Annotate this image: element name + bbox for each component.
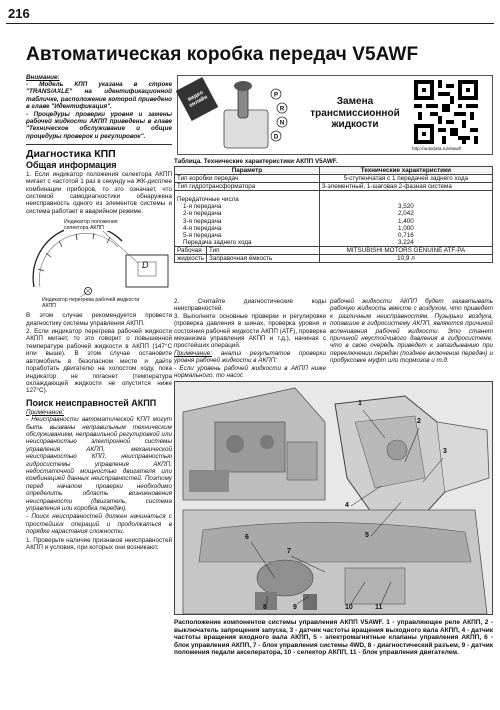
fluid-capacity-value: 10,9 л bbox=[319, 255, 492, 263]
vehicle-components-illustration bbox=[175, 382, 493, 615]
troubleshoot-note-label: Примечание: bbox=[26, 408, 65, 416]
callout-8: 8 bbox=[263, 604, 267, 611]
callout-2: 2 bbox=[417, 418, 421, 425]
specifications-table bbox=[174, 166, 493, 263]
diagnostics-paragraph-3: 2. Если индикатор перегрева рабочей жидкости АКПП мигает, то это говорит о повышенной температуре рабочей жидкости в АКПП (147°С или выше). В этом случае остановите автомобиль в безопасном месте и дайте поработать двигателю на холостом ходу, пока индикатор не погаснет (температура охлаждающей жидкости не опустится ниже 127°С). bbox=[26, 328, 172, 395]
table-row bbox=[175, 191, 493, 247]
left-column bbox=[26, 74, 172, 552]
table-row bbox=[175, 246, 493, 254]
component-location-photo bbox=[174, 381, 493, 615]
promo-label: Замена трансмиссионной жидкости bbox=[310, 96, 400, 130]
ratio-label: Передача заднего хода bbox=[183, 238, 252, 246]
notice-label: Внимание: bbox=[26, 74, 60, 81]
right-paragraph: рабочей жидкости АКПП будет захватывать рабочую жидкость вместе с воздухом, что приведет к различным неисправностям. Пузырьки воздуха, попавшие в гидросистему АКПП, являются причиной вспенивания рабочей жидкости. Это станет причиной неустойчивого давления в гидросистеме, что в свою очередь приведет к запаздыванию при переключении передач (позднее включение передач) и пробуксовке муфт или тормозов и т.д. bbox=[330, 298, 493, 365]
ratio-value: 0,716 bbox=[398, 231, 414, 239]
troubleshoot-heading: Поиск неисправностей АКПП bbox=[26, 397, 157, 408]
ratio-label: 3-я передача bbox=[183, 217, 222, 225]
mid-paragraph-2: 2. Считайте диагностические коды неисправностей. bbox=[174, 298, 326, 313]
ratios-block-values bbox=[319, 191, 492, 247]
ratio-label: 1-я передача bbox=[183, 203, 222, 211]
instrument-cluster-figure bbox=[26, 217, 172, 309]
fluid-type-value: MITSUBISHI MOTORS GENUINE ATF-PA bbox=[319, 246, 492, 254]
table-row bbox=[175, 255, 493, 263]
ratio-label: 2-я передача bbox=[183, 210, 222, 218]
table-caption: Таблица. Технические характеристики АКПП V5AWF. bbox=[174, 158, 338, 165]
ratio-value: 3,520 bbox=[398, 203, 414, 211]
table-header-row bbox=[175, 167, 493, 175]
fluid-capacity-label: Заправочная ёмкость bbox=[207, 255, 320, 263]
promo-url[interactable]: http://autodata.ru/v5awf/ bbox=[412, 146, 462, 151]
right-text-column bbox=[330, 298, 493, 365]
header-value: Технические характеристики bbox=[319, 167, 492, 175]
header-rule bbox=[6, 23, 494, 24]
mid-note-text: анализ результатов проверки уровня рабочей жидкости в АКПП: bbox=[174, 349, 326, 365]
table-row bbox=[175, 175, 493, 183]
callout-1: 1 bbox=[358, 400, 362, 407]
gear-n-label: N bbox=[279, 120, 285, 127]
callout-10: 10 bbox=[345, 604, 353, 611]
notice-item-2: - Процедуры проверки уровня и замены рабочей жидкости АКПП приведены в главе "Техническое обслуживание и общие процедуры проверок и регулировок". bbox=[26, 111, 172, 140]
ratios-title: Передаточные числа bbox=[177, 196, 239, 204]
fluid-label-2: жидкость bbox=[175, 255, 207, 263]
notice-box bbox=[26, 74, 172, 145]
row-value: 5-ступенчатая с 1 передачей заднего хода bbox=[319, 175, 492, 183]
callout-3: 3 bbox=[443, 448, 447, 455]
callout-6: 6 bbox=[245, 534, 249, 541]
fluid-label-1: Рабочая bbox=[175, 246, 207, 254]
selector-indicator-label: Индикатор положения селектора АКПП bbox=[64, 219, 132, 231]
ratio-value: 1,400 bbox=[398, 217, 414, 225]
troubleshoot-note-1: - Неисправности автоматической КПП могут быть вызваны неправильным техническим обслуживанием, неправильной регулировкой или неисправностью электронной системы управления АКПП, механической неисправностью КПП, неисправностью гидросистемы управления АКПП, недостаточной мощностью двигателя или комбинацией данных неисправностей. Поэтому перед началом проверки необходимо определить область возникновения неисправности (двигатель, система управления или коробка передач). bbox=[26, 416, 172, 513]
troubleshoot-paragraph-1: 1. Проверьте наличие признаков неисправностей АКПП и условия, при которых они возникают. bbox=[26, 536, 172, 552]
row-value: 3-элементный, 1-шаговая 2-фазная система bbox=[319, 183, 492, 191]
mid-paragraph-3: 3. Выполните основные проверки и регулировки (проверка давления в шинах, проверка уровня и состояния рабочей жидкости АКПП (ATF), проверка механизма управления АКПП и т.д.), начиная с простейших операций. bbox=[174, 312, 326, 350]
ratios-block-label bbox=[175, 191, 320, 247]
photo-caption: Расположение компонентов системы управления АКПП V5AWF. 1 - управляющее реле АКПП, 2 - выключатель запрещения запуска, 3 - датчик частоты вращения выходного вала АКПП, 4 - датчик частоты вращения входного вала АКПП, 5 - электромагнитные клапаны управления АКПП, 6 - блок управления АКПП, 7 - блок управления системы 4WD, 8 - диагностический разъем, 9 - датчик положения педали акселератора, 10 - селектор АКПП, 11 - блок управления двигателем. bbox=[174, 619, 493, 657]
row-label: Тип коробки передач bbox=[175, 175, 320, 183]
video-online-badge: видео онлайн bbox=[176, 77, 218, 121]
callout-5: 5 bbox=[365, 532, 369, 539]
diagnostics-heading: Диагностика КПП bbox=[26, 147, 116, 160]
callout-9: 9 bbox=[293, 604, 297, 611]
mid-note bbox=[174, 350, 326, 365]
video-promo-box[interactable] bbox=[177, 75, 493, 155]
diagnostics-paragraph-2: В этом случае рекомендуется провести диагностику системы управления АКПП. bbox=[26, 312, 172, 327]
selector-position-letter: D bbox=[142, 260, 149, 271]
ratio-label: 5-я передача bbox=[183, 231, 222, 239]
ratio-value: 3,224 bbox=[398, 238, 414, 246]
notice-item-1: - Модель КПП указана в строке "TRANS/AXLE" на идентификационной табличке, расположение которой приведено в главе "Идентификация". bbox=[26, 81, 172, 110]
ratio-value: 1,000 bbox=[398, 224, 414, 232]
callout-11: 11 bbox=[375, 604, 383, 611]
callout-4: 4 bbox=[345, 502, 349, 509]
table-row bbox=[175, 183, 493, 191]
gear-r-label: R bbox=[279, 106, 285, 113]
page-title: Автоматическая коробка передач V5AWF bbox=[26, 44, 419, 65]
gear-p-label: P bbox=[273, 92, 279, 99]
page-number: 216 bbox=[8, 6, 30, 21]
gear-d-label: D bbox=[273, 134, 279, 141]
fluid-type-label: Тип bbox=[207, 246, 320, 254]
ratio-value: 2,042 bbox=[398, 210, 414, 218]
middle-text-column bbox=[174, 298, 326, 379]
gear-shifter-icon bbox=[218, 80, 300, 152]
ratio-label: 4-я передача bbox=[183, 224, 222, 232]
mid-note-item: - Если уровень рабочей жидкости в АКПП ниже нормального, то насос bbox=[174, 364, 326, 380]
header-parameter: Параметр bbox=[175, 167, 320, 175]
overheat-indicator-label: Индикатор перегрева рабочей жидкости АКПП bbox=[42, 297, 152, 309]
callout-7: 7 bbox=[287, 548, 291, 555]
general-info-heading: Общая информация bbox=[26, 159, 117, 170]
row-label: Тип гидротрансформатора bbox=[175, 183, 320, 191]
mid-note-label: Примечание: bbox=[174, 349, 213, 357]
troubleshoot-note-2: - Поиск неисправностей должен начинаться с простейших операций и продолжаться в порядке нарастания сложности. bbox=[26, 513, 172, 536]
qr-code-icon[interactable] bbox=[414, 80, 478, 144]
diagnostics-paragraph-1: 1. Если индикатор положения селектора АКПП мигает с частотой 1 раз в секунду на ЖК-дисплее комбинации приборов, то это означает, что системой самодиагностики обнаружена неисправность одного из элементов системы и система работает в аварийном режиме. bbox=[26, 170, 172, 215]
